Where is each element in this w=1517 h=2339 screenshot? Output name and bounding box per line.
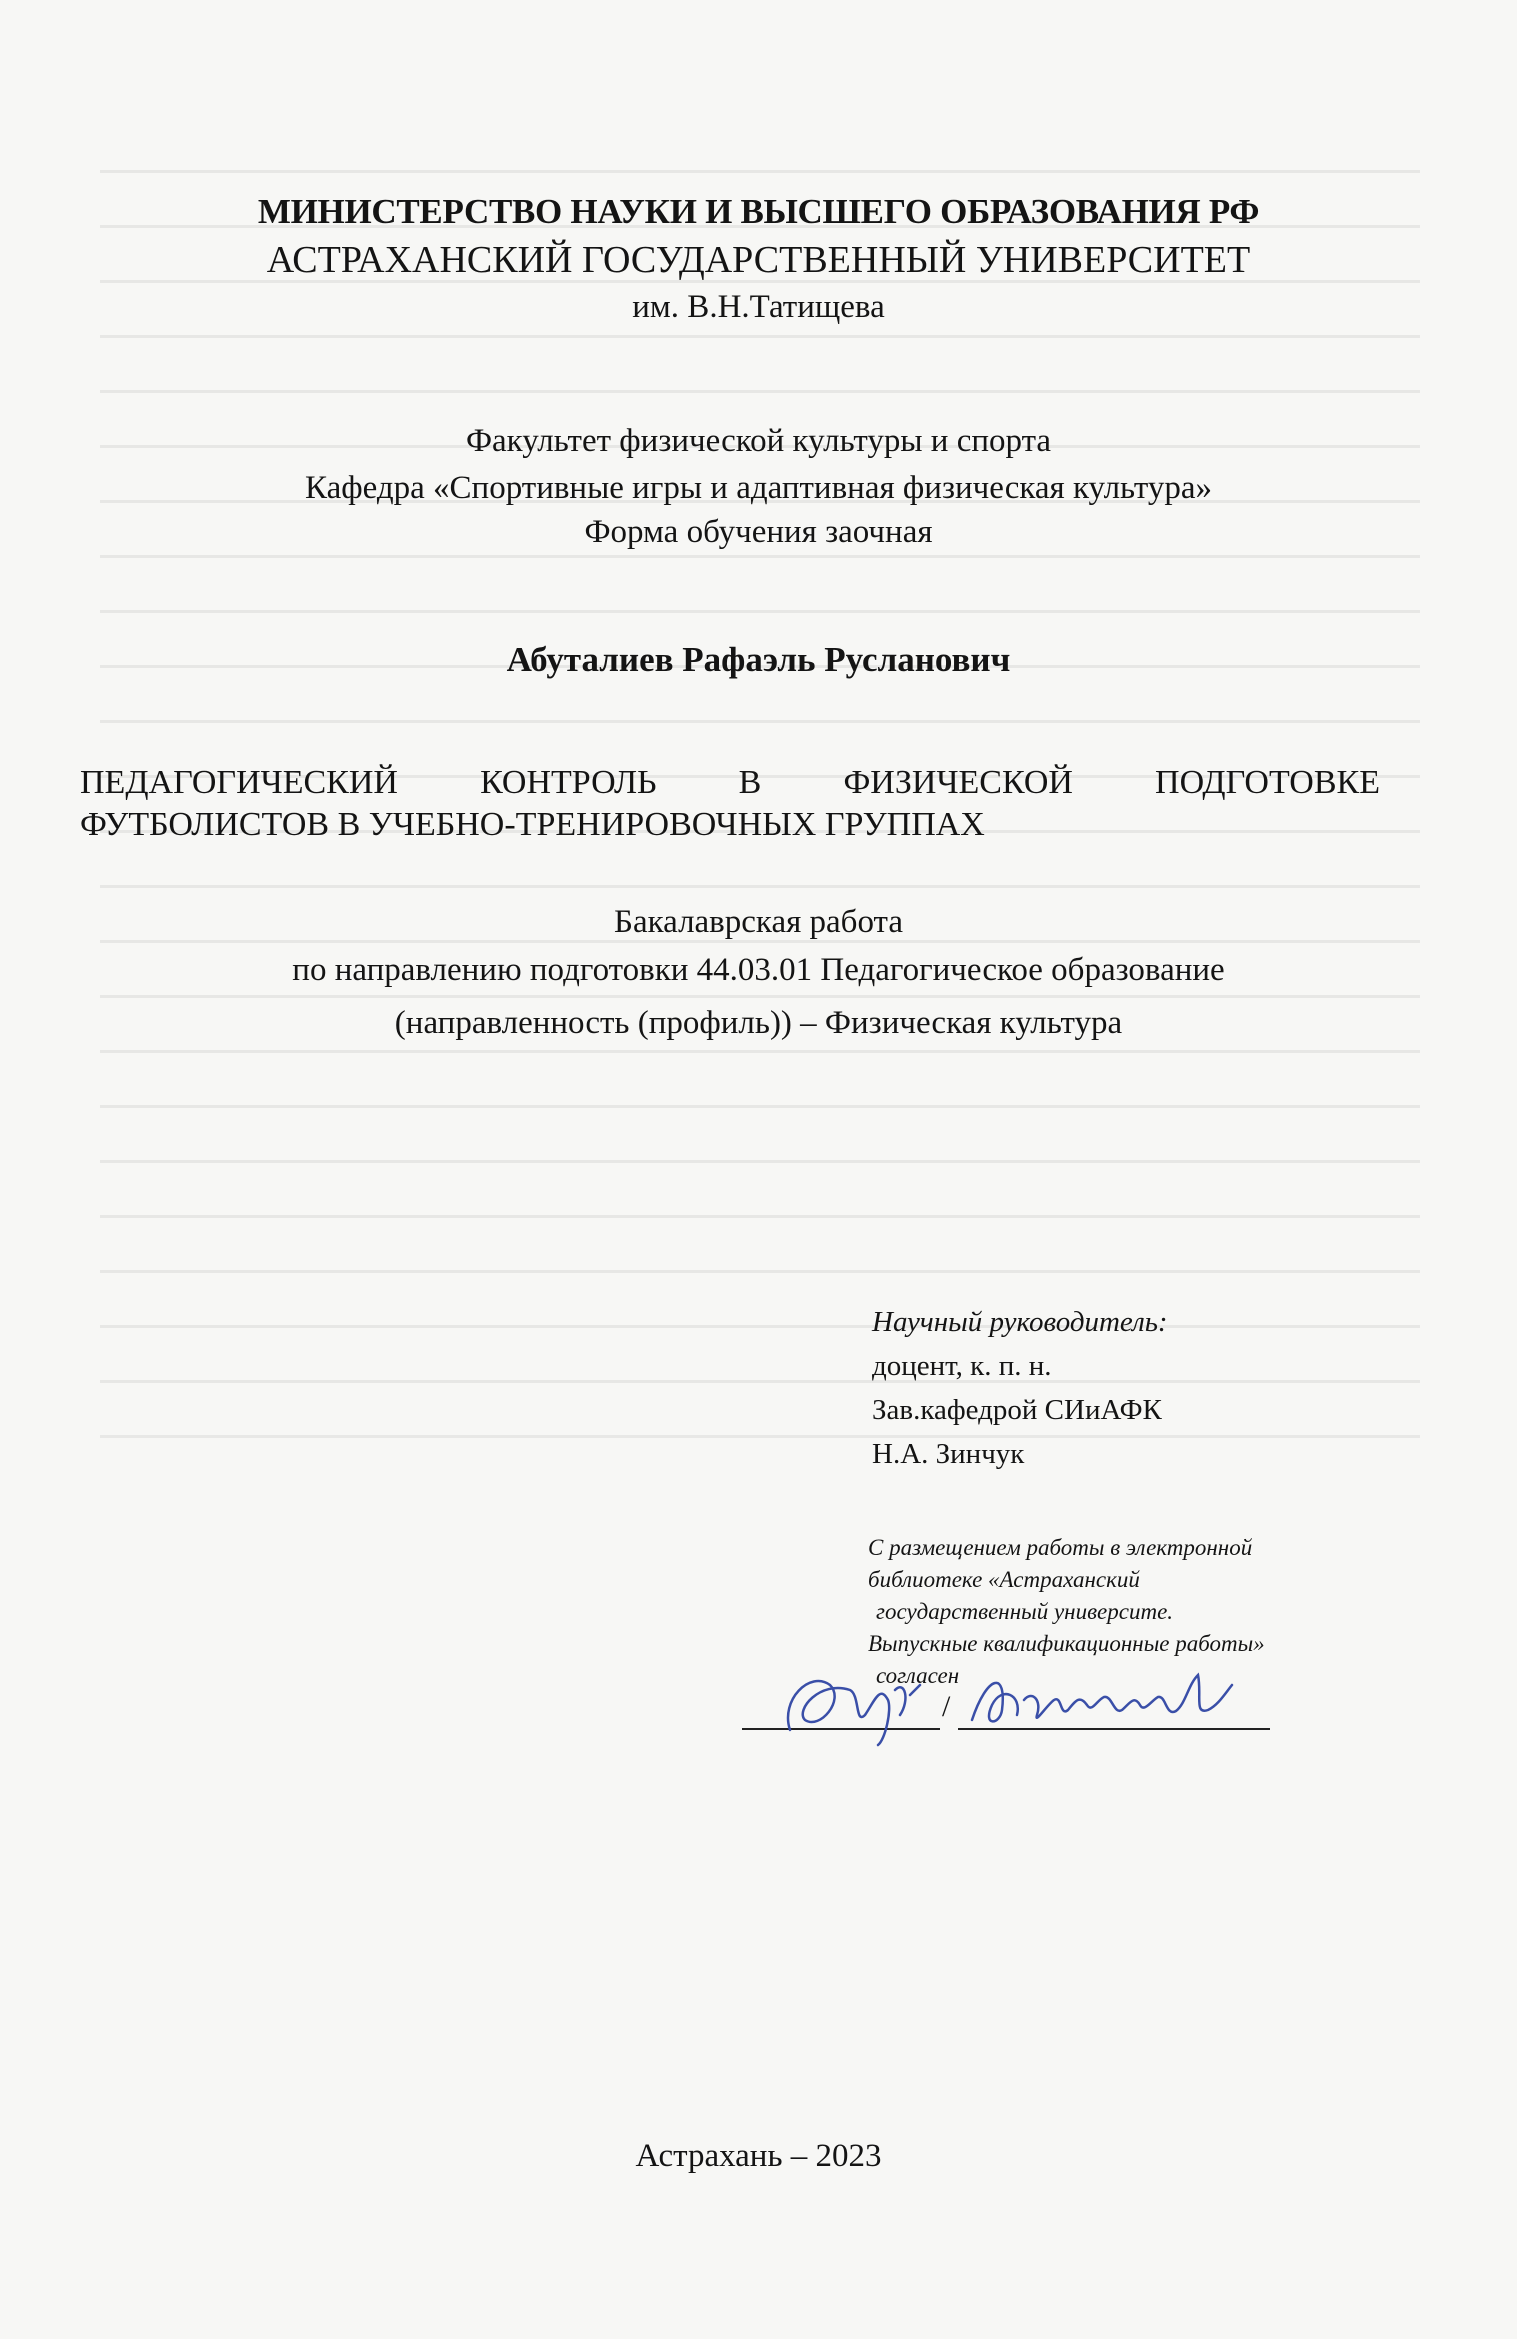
consent-line: Выпускные квалификационные работы»: [868, 1631, 1265, 1656]
signature-handwritten-name: [962, 1655, 1262, 1745]
title-word: ПЕДАГОГИЧЕСКИЙ: [80, 764, 398, 801]
advisor-role: Научный руководитель:: [872, 1306, 1168, 1338]
author-name: Абуталиев Рафаэль Русланович: [506, 640, 1011, 679]
work-profile: (направленность (профиль)) – Физическая культура: [394, 1005, 1123, 1041]
work-direction: по направлению подготовки 44.03.01 Педагогическое образование: [292, 952, 1225, 988]
advisor-name: Н.А. Зинчук: [872, 1438, 1025, 1470]
title-word: В: [738, 764, 762, 801]
faculty-name: Факультет физической культуры и спорта: [465, 423, 1052, 459]
chair-name: Кафедра «Спортивные игры и адаптивная физическая культура»: [305, 470, 1212, 506]
consent-line: библиотеке «Астраханский: [868, 1567, 1140, 1592]
consent-line: С размещением работы в электронной: [868, 1535, 1253, 1560]
signature-stroke: [972, 1675, 1232, 1721]
signature-separator: /: [942, 1690, 951, 1723]
title-word: ФИЗИЧЕСКОЙ: [843, 764, 1073, 801]
thesis-title: [80, 762, 1380, 846]
title-word: ПОДГОТОВКЕ: [1155, 764, 1380, 801]
thesis-title-line-2: ФУТБОЛИСТОВ В УЧЕБНО-ТРЕНИРОВОЧНЫХ ГРУППАХ: [80, 806, 985, 843]
title-word: КОНТРОЛЬ: [480, 764, 657, 801]
university-named-after: им. В.Н.Татищева: [632, 289, 885, 325]
show-through-text: [100, 170, 1420, 1570]
city-year: Астрахань – 2023: [635, 2138, 882, 2174]
signature-stroke: [788, 1681, 920, 1745]
advisor-position: Зав.кафедрой СИиАФК: [872, 1394, 1162, 1426]
signature-mark: [760, 1660, 940, 1750]
advisor-block: [872, 1300, 1168, 1476]
thesis-title-line-1: [80, 762, 1380, 804]
university-name: АСТРАХАНСКИЙ ГОСУДАРСТВЕННЫЙ УНИВЕРСИТЕТ: [266, 239, 1251, 281]
study-form: Форма обучения заочная: [584, 514, 933, 550]
advisor-degree: доцент, к. п. н.: [872, 1350, 1052, 1382]
consent-line: согласен: [876, 1663, 960, 1688]
ministry-heading: МИНИСТЕРСТВО НАУКИ И ВЫСШЕГО ОБРАЗОВАНИЯ РФ: [257, 192, 1260, 231]
consent-line: государственный университе.: [876, 1599, 1174, 1624]
work-type: Бакалаврская работа: [614, 904, 903, 940]
